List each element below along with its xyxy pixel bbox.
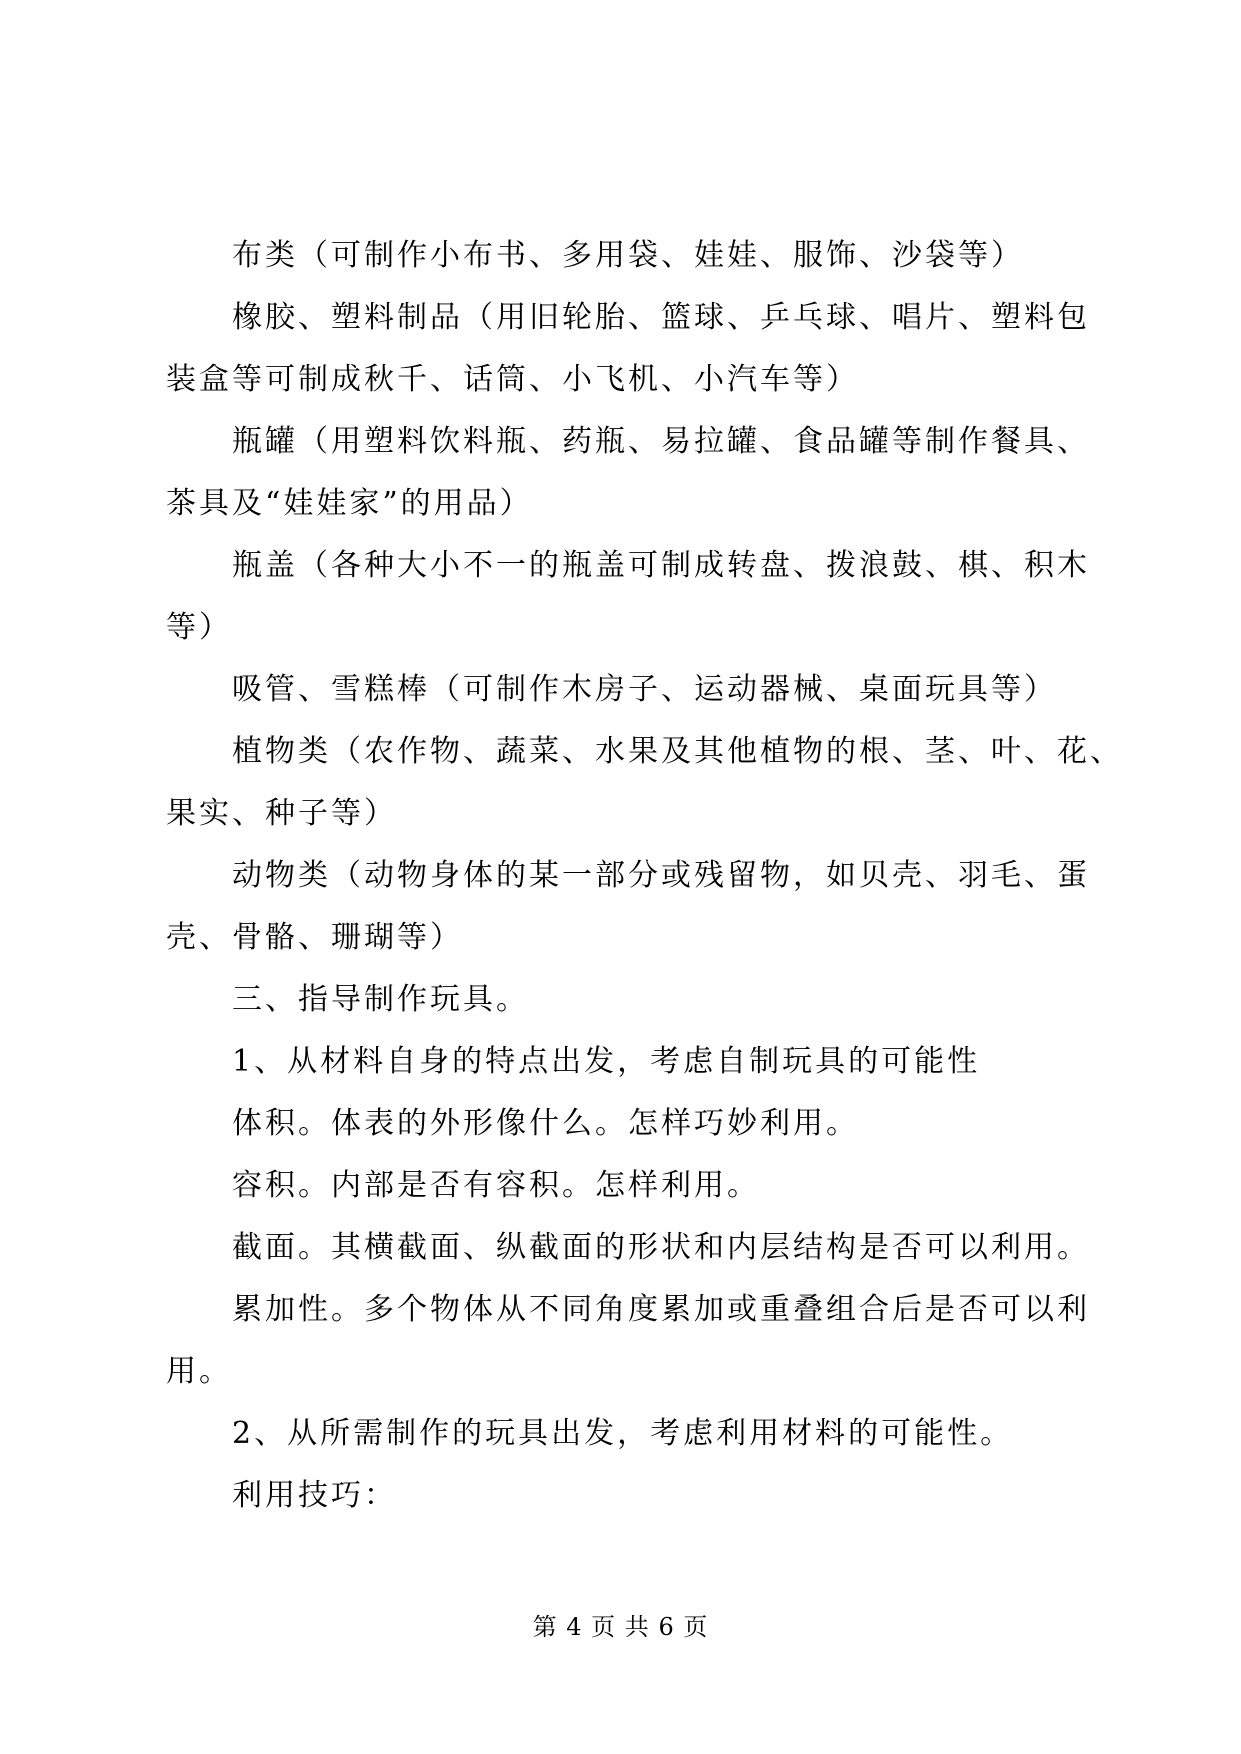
paragraph-line: 动物类（动物身体的某一部分或残留物，如贝壳、羽毛、蛋 — [232, 858, 1090, 893]
paragraph-line: 等） — [166, 610, 232, 645]
paragraph-line: 壳、骨骼、珊瑚等） — [166, 920, 463, 955]
paragraph-line: 瓶盖（各种大小不一的瓶盖可制成转盘、拨浪鼓、棋、积木 — [232, 548, 1090, 583]
paragraph-line: 累加性。多个物体从不同角度累加或重叠组合后是否可以利 — [232, 1292, 1090, 1327]
paragraph-line: 果实、种子等） — [166, 796, 397, 831]
paragraph-line: 橡胶、塑料制品（用旧轮胎、篮球、乒乓球、唱片、塑料包 — [232, 300, 1090, 335]
paragraph-line: 布类（可制作小布书、多用袋、娃娃、服饰、沙袋等） — [232, 238, 1024, 273]
paragraph-line: 2、从所需制作的玩具出发，考虑利用材料的可能性。 — [232, 1416, 1014, 1451]
paragraph-line: 茶具及“娃娃家”的用品） — [166, 486, 533, 521]
paragraph-line: 容积。内部是否有容积。怎样利用。 — [232, 1168, 760, 1203]
paragraph-line: 用。 — [166, 1354, 232, 1389]
section-heading: 三、指导制作玩具。 — [232, 982, 529, 1017]
paragraph-line: 体积。体表的外形像什么。怎样巧妙利用。 — [232, 1106, 859, 1141]
paragraph-line: 1、从材料自身的特点出发，考虑自制玩具的可能性 — [232, 1044, 981, 1079]
paragraph-line: 截面。其横截面、纵截面的形状和内层结构是否可以利用。 — [232, 1230, 1090, 1265]
paragraph-line: 利用技巧： — [232, 1478, 397, 1513]
paragraph-line: 植物类（农作物、蔬菜、水果及其他植物的根、茎、叶、花、 — [232, 734, 1123, 769]
page-number-footer: 第 4 页 共 6 页 — [532, 1613, 709, 1641]
paragraph-line: 装盒等可制成秋千、话筒、小飞机、小汽车等） — [166, 362, 859, 397]
paragraph-line: 瓶罐（用塑料饮料瓶、药瓶、易拉罐、食品罐等制作餐具、 — [232, 424, 1090, 459]
paragraph-line: 吸管、雪糕棒（可制作木房子、运动器械、桌面玩具等） — [232, 672, 1057, 707]
